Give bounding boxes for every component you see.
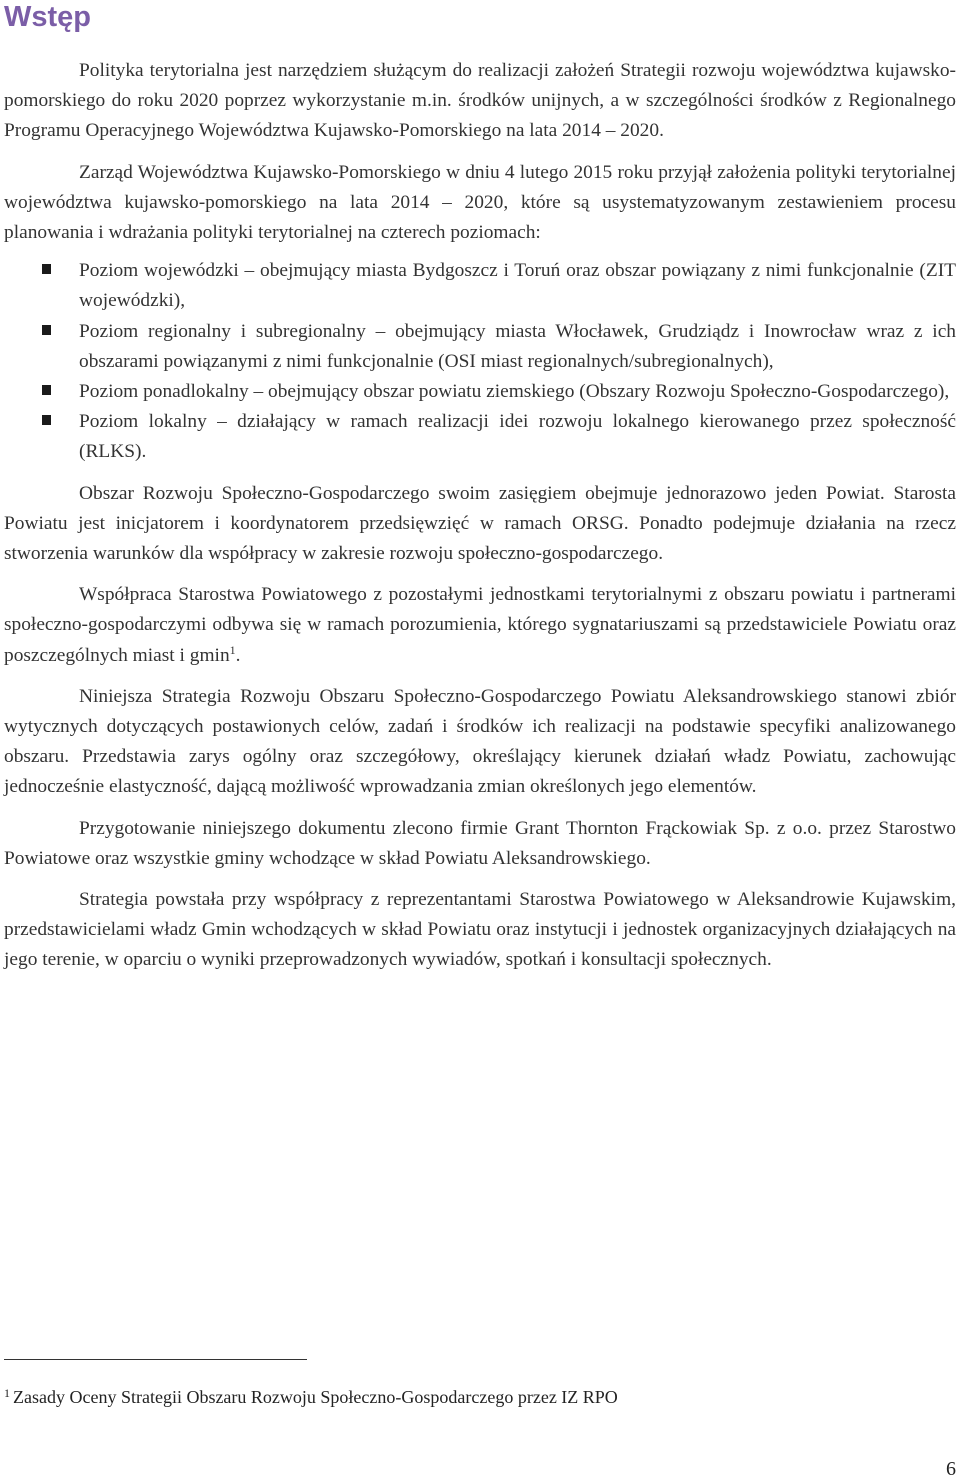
- levels-list: [4, 256, 956, 467]
- square-bullet-icon: [42, 264, 51, 274]
- list-item-text: Poziom ponadlokalny – obejmujący obszar powiatu ziemskiego (Obszary Rozwoju Społeczno-Gospodarczego),: [79, 381, 950, 403]
- square-bullet-icon: [42, 325, 51, 335]
- list-item-text: Poziom wojewódzki – obejmujący miasta Bydgoszcz i Toruń oraz obszar powiązany z nimi funkcjonalnie (ZIT wojewódzki),: [79, 260, 956, 312]
- paragraph-board-resolution: Zarząd Województwa Kujawsko-Pomorskiego w dniu 4 lutego 2015 roku przyjął założenia polityki terytorialnej województwa kujawsko-pomorskiego na lata 2014 – 2020, które są usystematyzowanym zestawieniem procesu planowania i wdrażania polityki terytorialnej na czterech poziomach:: [4, 161, 956, 244]
- paragraph-cooperation: [4, 580, 956, 671]
- paragraph-preparation: Przygotowanie niniejszego dokumentu zlecono firmie Grant Thornton Frąckowiak Sp. z o.o. przez Starostwo Powiatowe oraz wszystkie gminy wchodzące w skład Powiatu Aleksandrowskiego.: [4, 817, 956, 869]
- list-item: [4, 317, 956, 377]
- page-number: 6: [946, 1458, 956, 1480]
- paragraph-cooperation-end: .: [235, 644, 241, 666]
- list-item: [4, 256, 956, 316]
- footnote: [4, 1385, 618, 1409]
- paragraph-strategy-scope: Niniejsza Strategia Rozwoju Obszaru Społeczno-Gospodarczego Powiatu Aleksandrowskiego stanowi zbiór wytycznych dotyczących postawionych celów, zadań i środków ich realizacji na podstawie specyfiki analizowanego obszaru. Przedstawia zarys ogólny oraz szczegółowy, określający kierunek działań władz Powiatu, zachowując jednocześnie elastyczność, dającą możliwość wprowadzania zmian określonych jego elementów.: [4, 685, 956, 798]
- paragraph-intro: Polityka terytorialna jest narzędziem służącym do realizacji założeń Strategii rozwoju województwa kujawsko-pomorskiego do roku 2020 poprzez wykorzystanie m.in. środków unijnych, a w szczególności środków z Regionalnego Programu Operacyjnego Województwa Kujawsko-Pomorskiego na lata 2014 – 2020.: [4, 60, 956, 142]
- document-body: [4, 56, 956, 976]
- square-bullet-icon: [42, 415, 51, 425]
- footnote-text: Zasady Oceny Strategii Obszaru Rozwoju Społeczno-Gospodarczego przez IZ RPO: [13, 1387, 618, 1407]
- list-item-text: Poziom lokalny – działający w ramach realizacji idei rozwoju lokalnego kierowanego przez społeczność (RLKS).: [79, 411, 956, 463]
- section-heading: Wstęp: [4, 1, 91, 33]
- footnote-reference[interactable]: 1: [229, 642, 236, 657]
- paragraph-consultation: Strategia powstała przy współpracy z reprezentantami Starostwa Powiatowego w Aleksandrowie Kujawskim, przedstawicielami władz Gmin wchodzących w skład Powiatu oraz instytucji i jednostek organizacyjnych działających na jego terenie, w oparciu o wyniki przeprowadzonych wywiadów, spotkań i konsultacji społecznych.: [4, 889, 956, 971]
- list-item: [4, 377, 956, 407]
- paragraph-cooperation-text: Współpraca Starostwa Powiatowego z pozostałymi jednostkami terytorialnymi z obszaru powiatu i partnerami społeczno-gospodarczymi odbywa się w ramach porozumienia, którego sygnatariuszami są przedstawiciele Powiatu oraz poszczególnych miast i gmin: [4, 584, 956, 666]
- list-item: [4, 407, 956, 467]
- footnote-divider: [4, 1359, 307, 1360]
- square-bullet-icon: [42, 385, 51, 395]
- footnote-number: 1: [4, 1386, 10, 1400]
- paragraph-orsg: Obszar Rozwoju Społeczno-Gospodarczego swoim zasięgiem obejmuje jednorazowo jeden Powiat. Starosta Powiatu jest inicjatorem i koordynatorem przedsięwzięć w ramach ORSG. Ponadto podejmuje działania na rzecz stworzenia warunków dla współpracy w zakresie rozwoju społeczno-gospodarczego.: [4, 482, 956, 565]
- list-item-text: Poziom regionalny i subregionalny – obejmujący miasta Włocławek, Grudziądz i Inowrocław wraz z ich obszarami powiązanymi z nimi funkcjonalnie (OSI miast regionalnych/subregionalnych),: [79, 320, 956, 372]
